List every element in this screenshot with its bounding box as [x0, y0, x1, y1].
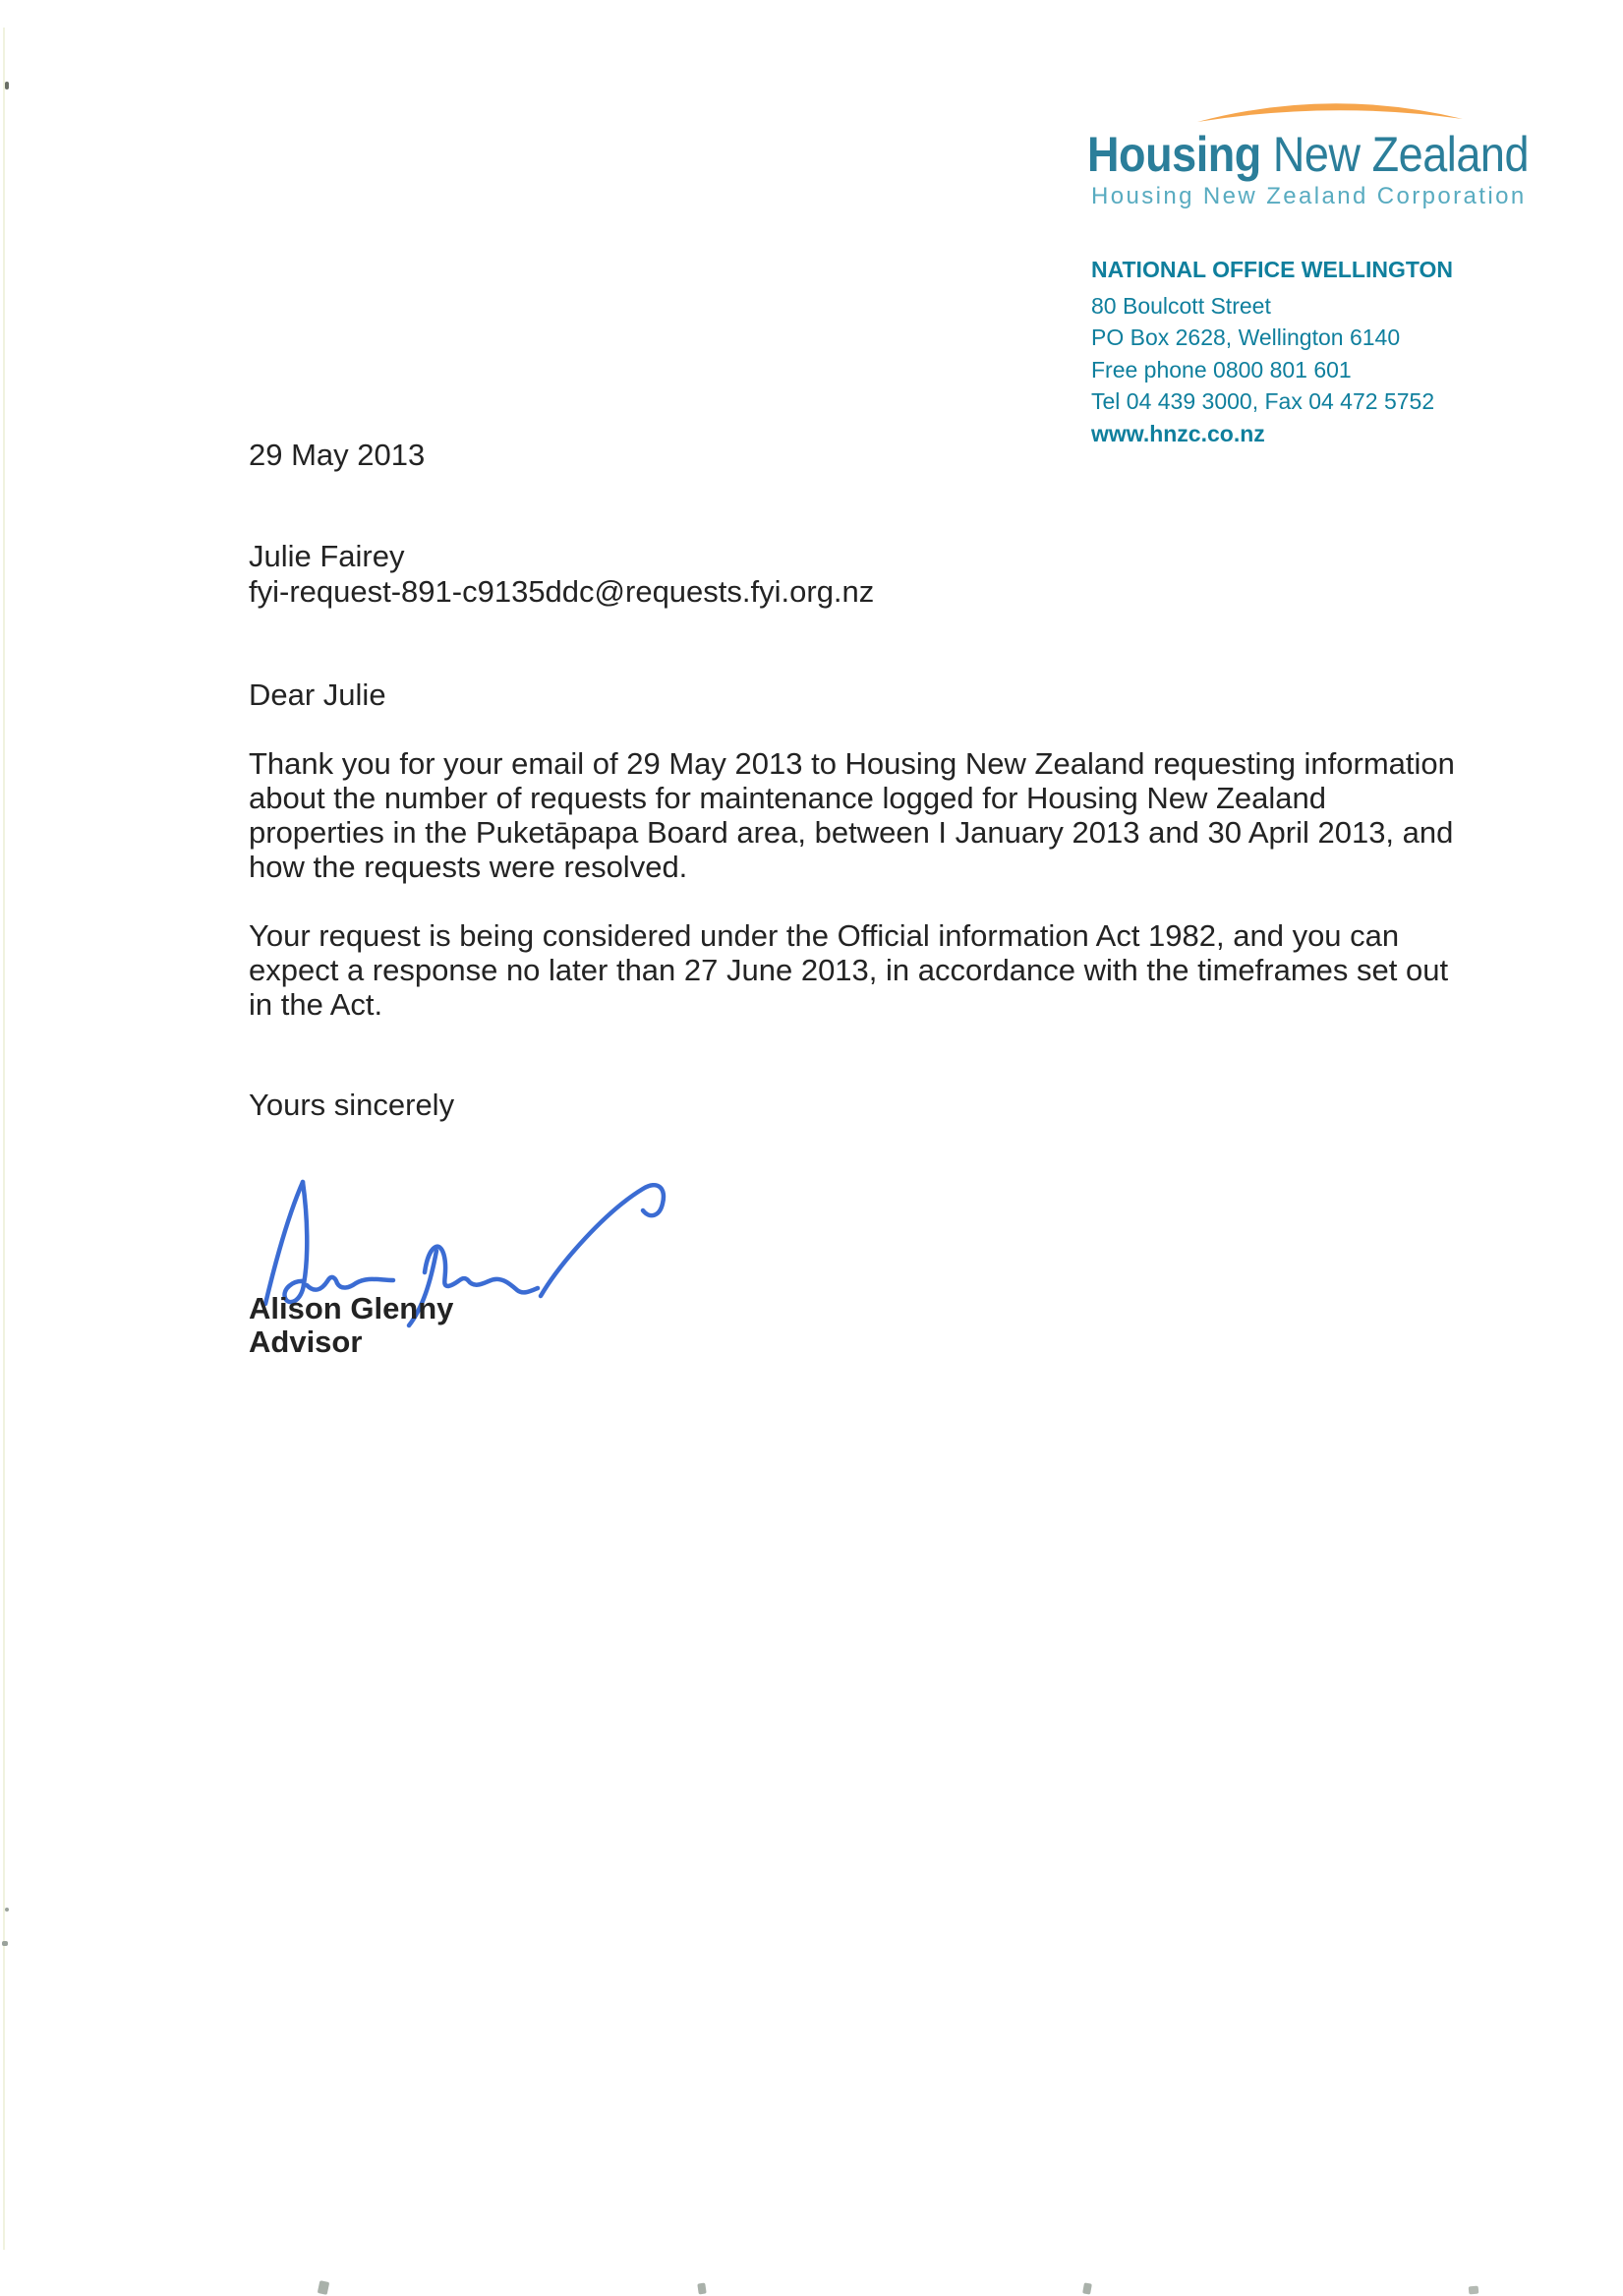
- scan-artifact: [1082, 2282, 1092, 2294]
- body-paragraph: [249, 746, 1455, 884]
- signer-title: Advisor: [249, 1325, 363, 1359]
- scan-artifact: [318, 2280, 329, 2295]
- scan-edge-line: [3, 28, 5, 2250]
- logo-wordmark: [1087, 127, 1529, 182]
- scan-artifact: [697, 2282, 706, 2294]
- salutation: Dear Julie: [249, 677, 386, 712]
- office-address-line: Tel 04 439 3000, Fax 04 472 5752: [1091, 388, 1435, 414]
- paragraph-line: Thank you for your email of 29 May 2013 to Housing New Zealand requesting information: [249, 746, 1455, 781]
- office-address-line: 80 Boulcott Street: [1091, 292, 1271, 319]
- paragraph-line: about the number of requests for maintenance logged for Housing New Zealand: [249, 781, 1327, 815]
- letter-date: 29 May 2013: [249, 438, 426, 472]
- office-address-line: PO Box 2628, Wellington 6140: [1091, 324, 1401, 350]
- paragraph-line: how the requests were resolved.: [249, 850, 688, 884]
- body-paragraph: [249, 918, 1448, 1022]
- office-address-line: Free phone 0800 801 601: [1091, 356, 1352, 383]
- closing: Yours sincerely: [249, 1088, 455, 1122]
- logo-brand-light: New Zealand: [1260, 127, 1530, 182]
- signer-name: Alison Glenny: [249, 1291, 454, 1325]
- scan-artifact: [5, 82, 9, 89]
- paragraph-line: Your request is being considered under the Official information Act 1982, and you can: [249, 918, 1400, 953]
- logo-arc-icon: [1193, 94, 1467, 128]
- recipient-email: fyi-request-891-c9135ddc@requests.fyi.org.nz: [249, 574, 875, 609]
- office-address-block: [1091, 254, 1453, 449]
- scan-artifact: [1469, 2286, 1479, 2295]
- recipient-name: Julie Fairey: [249, 539, 405, 573]
- office-heading: NATIONAL OFFICE WELLINGTON: [1091, 257, 1453, 282]
- paragraph-line: properties in the Puketāpapa Board area, between I January 2013 and 30 April 2013, and: [249, 815, 1454, 850]
- scan-artifact: [2, 1941, 8, 1946]
- logo-brand-bold: Housing: [1087, 127, 1261, 182]
- scan-artifact: [5, 1908, 9, 1912]
- paragraph-line: expect a response no later than 27 June 2013, in accordance with the timeframes set out: [249, 953, 1449, 987]
- office-website: www.hnzc.co.nz: [1091, 420, 1265, 446]
- logo-subtitle: Housing New Zealand Corporation: [1091, 183, 1527, 209]
- paragraph-line: in the Act.: [249, 987, 383, 1022]
- recipient-block: [249, 539, 874, 610]
